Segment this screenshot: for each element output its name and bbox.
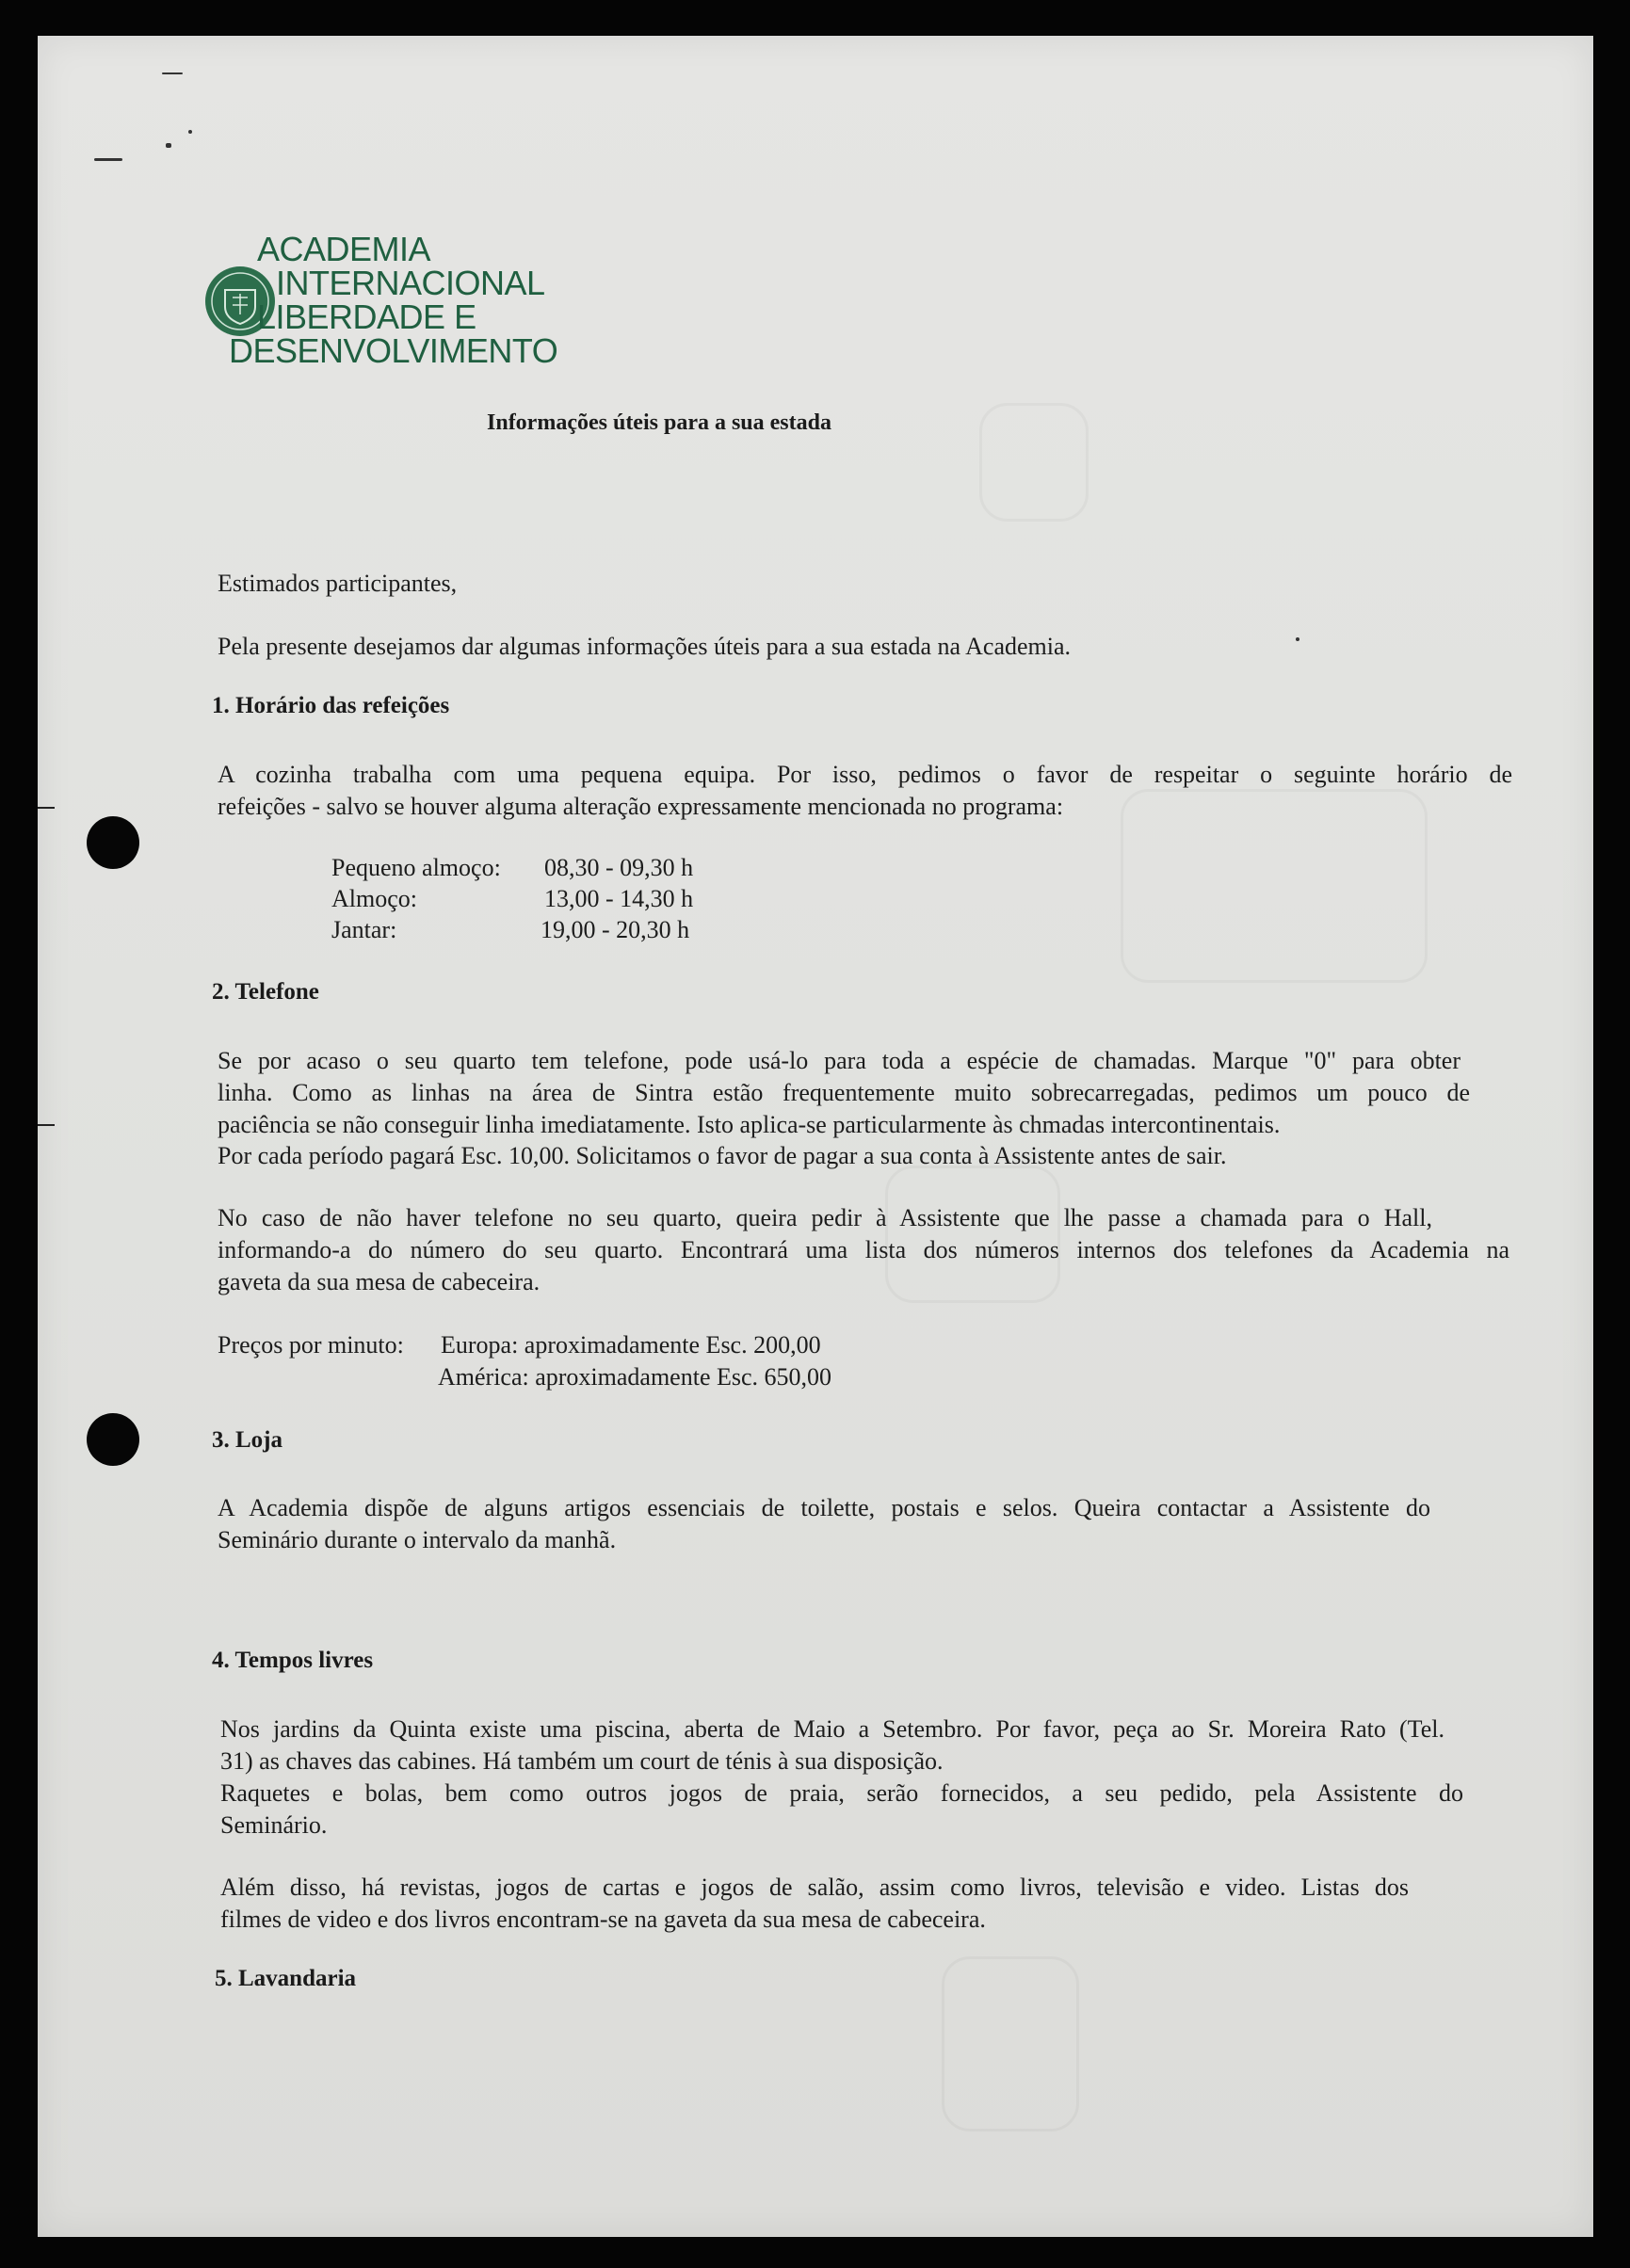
section-heading-laundry: 5. Lavandaria	[215, 1966, 357, 1991]
section-heading-leisure: 4. Tempos livres	[212, 1648, 374, 1673]
ink-speck	[94, 158, 122, 161]
leisure-p1-line-3: Raquetes e bolas, bem como outros jogos de praia, serão fornecidos, a seu pedido, pela Assistente do	[220, 1779, 1463, 1807]
phone-p1-line-2: linha. Como as linhas na área de Sintra estão frequentemente muito sobrecarregadas, pedimos um pouco de	[218, 1079, 1470, 1106]
fold-mark	[38, 807, 55, 809]
ink-speck	[188, 130, 192, 134]
section-heading-phone: 2. Telefone	[212, 979, 319, 1005]
schedule-time-breakfast: 08,30 - 09,30 h	[544, 854, 694, 881]
leisure-p1-line-1: Nos jardins da Quinta existe uma piscina, aberta de Maio a Setembro. Por favor, peça ao Sr. Moreira Rato (Tel.	[220, 1715, 1444, 1743]
phone-p2-line-1: No caso de não haver telefone no seu quarto, queira pedir à Assistente que lhe passe a chamada para o Hall,	[218, 1204, 1432, 1231]
intro-paragraph: Pela presente desejamos dar algumas informações úteis para a sua estada na Academia.	[218, 633, 1072, 660]
academy-logo	[193, 230, 558, 374]
section-heading-shop: 3. Loja	[212, 1427, 282, 1453]
price-america: América: aproximadamente Esc. 650,00	[438, 1363, 832, 1391]
show-through-mark	[1121, 789, 1428, 983]
phone-p1-line-3: paciência se não conseguir linha imediatamente. Isto aplica-se particularmente às chmadas intercontinentais.	[218, 1111, 1281, 1138]
page-title: Informações úteis para a sua estada	[487, 410, 831, 435]
logo-line-3: LIBERDADE E	[257, 298, 476, 336]
ink-speck	[166, 143, 171, 148]
price-europe: Europa: aproximadamente Esc. 200,00	[441, 1331, 821, 1359]
greeting: Estimados participantes,	[218, 570, 458, 597]
leisure-p1-line-4: Seminário.	[220, 1811, 328, 1839]
leisure-p2-line-2: filmes de video e dos livros encontram-se na gaveta da sua mesa de cabeceira.	[220, 1906, 986, 1933]
shop-line-2: Seminário durante o intervalo da manhã.	[218, 1526, 617, 1553]
schedule-label-lunch: Almoço:	[331, 885, 417, 912]
logo-line-1: ACADEMIA	[257, 230, 431, 268]
ink-speck	[162, 72, 183, 74]
show-through-mark	[979, 403, 1089, 522]
punch-hole-top	[87, 816, 139, 869]
phone-p2-line-3: gaveta da sua mesa de cabeceira.	[218, 1268, 541, 1295]
leisure-p1-line-2: 31) as chaves das cabines. Há também um court de ténis à sua disposição.	[220, 1747, 944, 1775]
schedule-label-breakfast: Pequeno almoço:	[331, 854, 501, 881]
logo-line-2: INTERNACIONAL	[276, 264, 545, 302]
section-heading-meals: 1. Horário das refeições	[212, 693, 450, 718]
meals-line-1: A cozinha trabalha com uma pequena equipa. Por isso, pedimos o favor de respeitar o seguinte horário de	[218, 761, 1512, 788]
meals-line-2: refeições - salvo se houver alguma alteração expressamente mencionada no programa:	[218, 793, 1064, 820]
schedule-label-dinner: Jantar:	[331, 916, 397, 943]
punch-hole-bottom	[87, 1413, 139, 1466]
show-through-mark	[942, 1956, 1079, 2131]
shop-line-1: A Academia dispõe de alguns artigos essenciais de toilette, postais e selos. Queira contactar a Assistente do	[218, 1494, 1430, 1521]
phone-p1-line-4: Por cada período pagará Esc. 10,00. Solicitamos o favor de pagar a sua conta à Assistente antes de sair.	[218, 1142, 1227, 1169]
leisure-p2-line-1: Além disso, há revistas, jogos de cartas e jogos de salão, assim como livros, televisão e video. Listas dos	[220, 1874, 1409, 1901]
phone-p2-line-2: informando-a do número do seu quarto. Encontrará uma lista dos números internos dos telefones da Academia na	[218, 1236, 1509, 1263]
schedule-time-lunch: 13,00 - 14,30 h	[544, 885, 694, 912]
phone-p1-line-1: Se por acaso o seu quarto tem telefone, pode usá-lo para toda a espécie de chamadas. Marque "0" para obter	[218, 1047, 1461, 1074]
schedule-time-dinner: 19,00 - 20,30 h	[541, 916, 690, 943]
fold-mark	[38, 1124, 55, 1126]
ink-speck	[1296, 637, 1299, 641]
logo-line-4: DESENVOLVIMENTO	[229, 331, 558, 370]
prices-label: Preços por minuto:	[218, 1331, 404, 1359]
